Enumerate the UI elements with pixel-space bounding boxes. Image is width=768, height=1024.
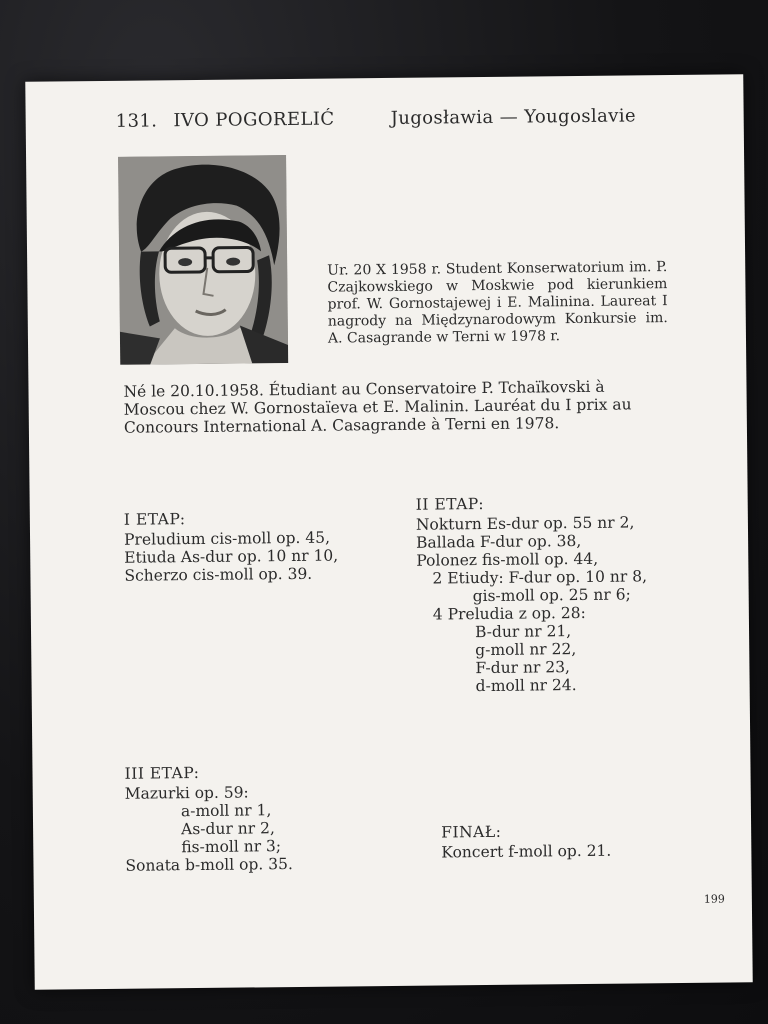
- biography-french: Né le 20.10.1958. Étudiant au Conservatoire P. Tchaïkovski à Moscou chez W. Gornostaïeva et E. Malinin. Lauréat du I prix au Concours International A. Casagrande à Terni en 1978.: [123, 377, 632, 437]
- repertoire-line: Mazurki op. 59:: [124, 783, 249, 803]
- entry-header: [116, 105, 676, 132]
- repertoire-line: a-moll nr 1,: [180, 801, 272, 821]
- repertoire-line: Koncert f-moll op. 21.: [441, 841, 612, 862]
- stage-3-repertoire: [124, 763, 293, 875]
- country: Jugosławia — Yougoslavie: [390, 105, 637, 129]
- stage-title: III ETAP:: [124, 763, 200, 783]
- repertoire-line: Scherzo cis-moll op. 39.: [124, 564, 313, 585]
- stage-title: II ETAP:: [415, 495, 485, 514]
- repertoire-line: F-dur nr 23,: [475, 658, 571, 678]
- entry-number: 131.: [115, 110, 158, 132]
- repertoire-line: g-moll nr 22,: [475, 640, 577, 660]
- page-number: 199: [703, 892, 725, 906]
- repertoire-line: Etiuda As-dur op. 10 nr 10,: [124, 546, 339, 567]
- repertoire-line: As-dur nr 2,: [181, 819, 275, 839]
- stage-2-repertoire: [416, 493, 649, 695]
- stage-title: FINAŁ:: [441, 822, 502, 842]
- repertoire-line: Preludium cis-moll op. 45,: [123, 528, 331, 549]
- repertoire-line: fis-moll nr 3;: [181, 837, 282, 857]
- repertoire-line: gis-moll op. 25 nr 6;: [472, 585, 631, 606]
- repertoire-line: 2 Etiudy: F-dur op. 10 nr 8,: [432, 567, 648, 588]
- stage-title: I ETAP:: [123, 510, 186, 529]
- repertoire-line: Nokturn Es-dur op. 55 nr 2,: [415, 513, 635, 534]
- repertoire-line: Polonez fis-moll op. 44,: [416, 549, 599, 570]
- repertoire-line: B-dur nr 21,: [474, 622, 572, 642]
- pianist-name: IVO POGORELIĆ: [173, 108, 335, 132]
- repertoire-line: Ballada F-dur op. 38,: [416, 531, 582, 552]
- final-repertoire: [441, 822, 611, 862]
- printed-page: [25, 74, 752, 989]
- repertoire-line: d-moll nr 24.: [475, 676, 577, 696]
- portrait-photo: [118, 155, 288, 365]
- repertoire-line: Sonata b-moll op. 35.: [125, 855, 293, 875]
- repertoire-line: 4 Preludia z op. 28:: [432, 603, 586, 624]
- stage-1-repertoire: [124, 509, 339, 585]
- biography-polish: Ur. 20 X 1958 r. Student Konserwatorium im. P. Czajkowskiego w Moskwie pod kierunkiem prof. W. Gornostajewej i E. Malinina. Laureat I nagrody na Międzynarodowym Konkursie im. A. Casagrande w Terni w 1978 r.: [327, 259, 668, 347]
